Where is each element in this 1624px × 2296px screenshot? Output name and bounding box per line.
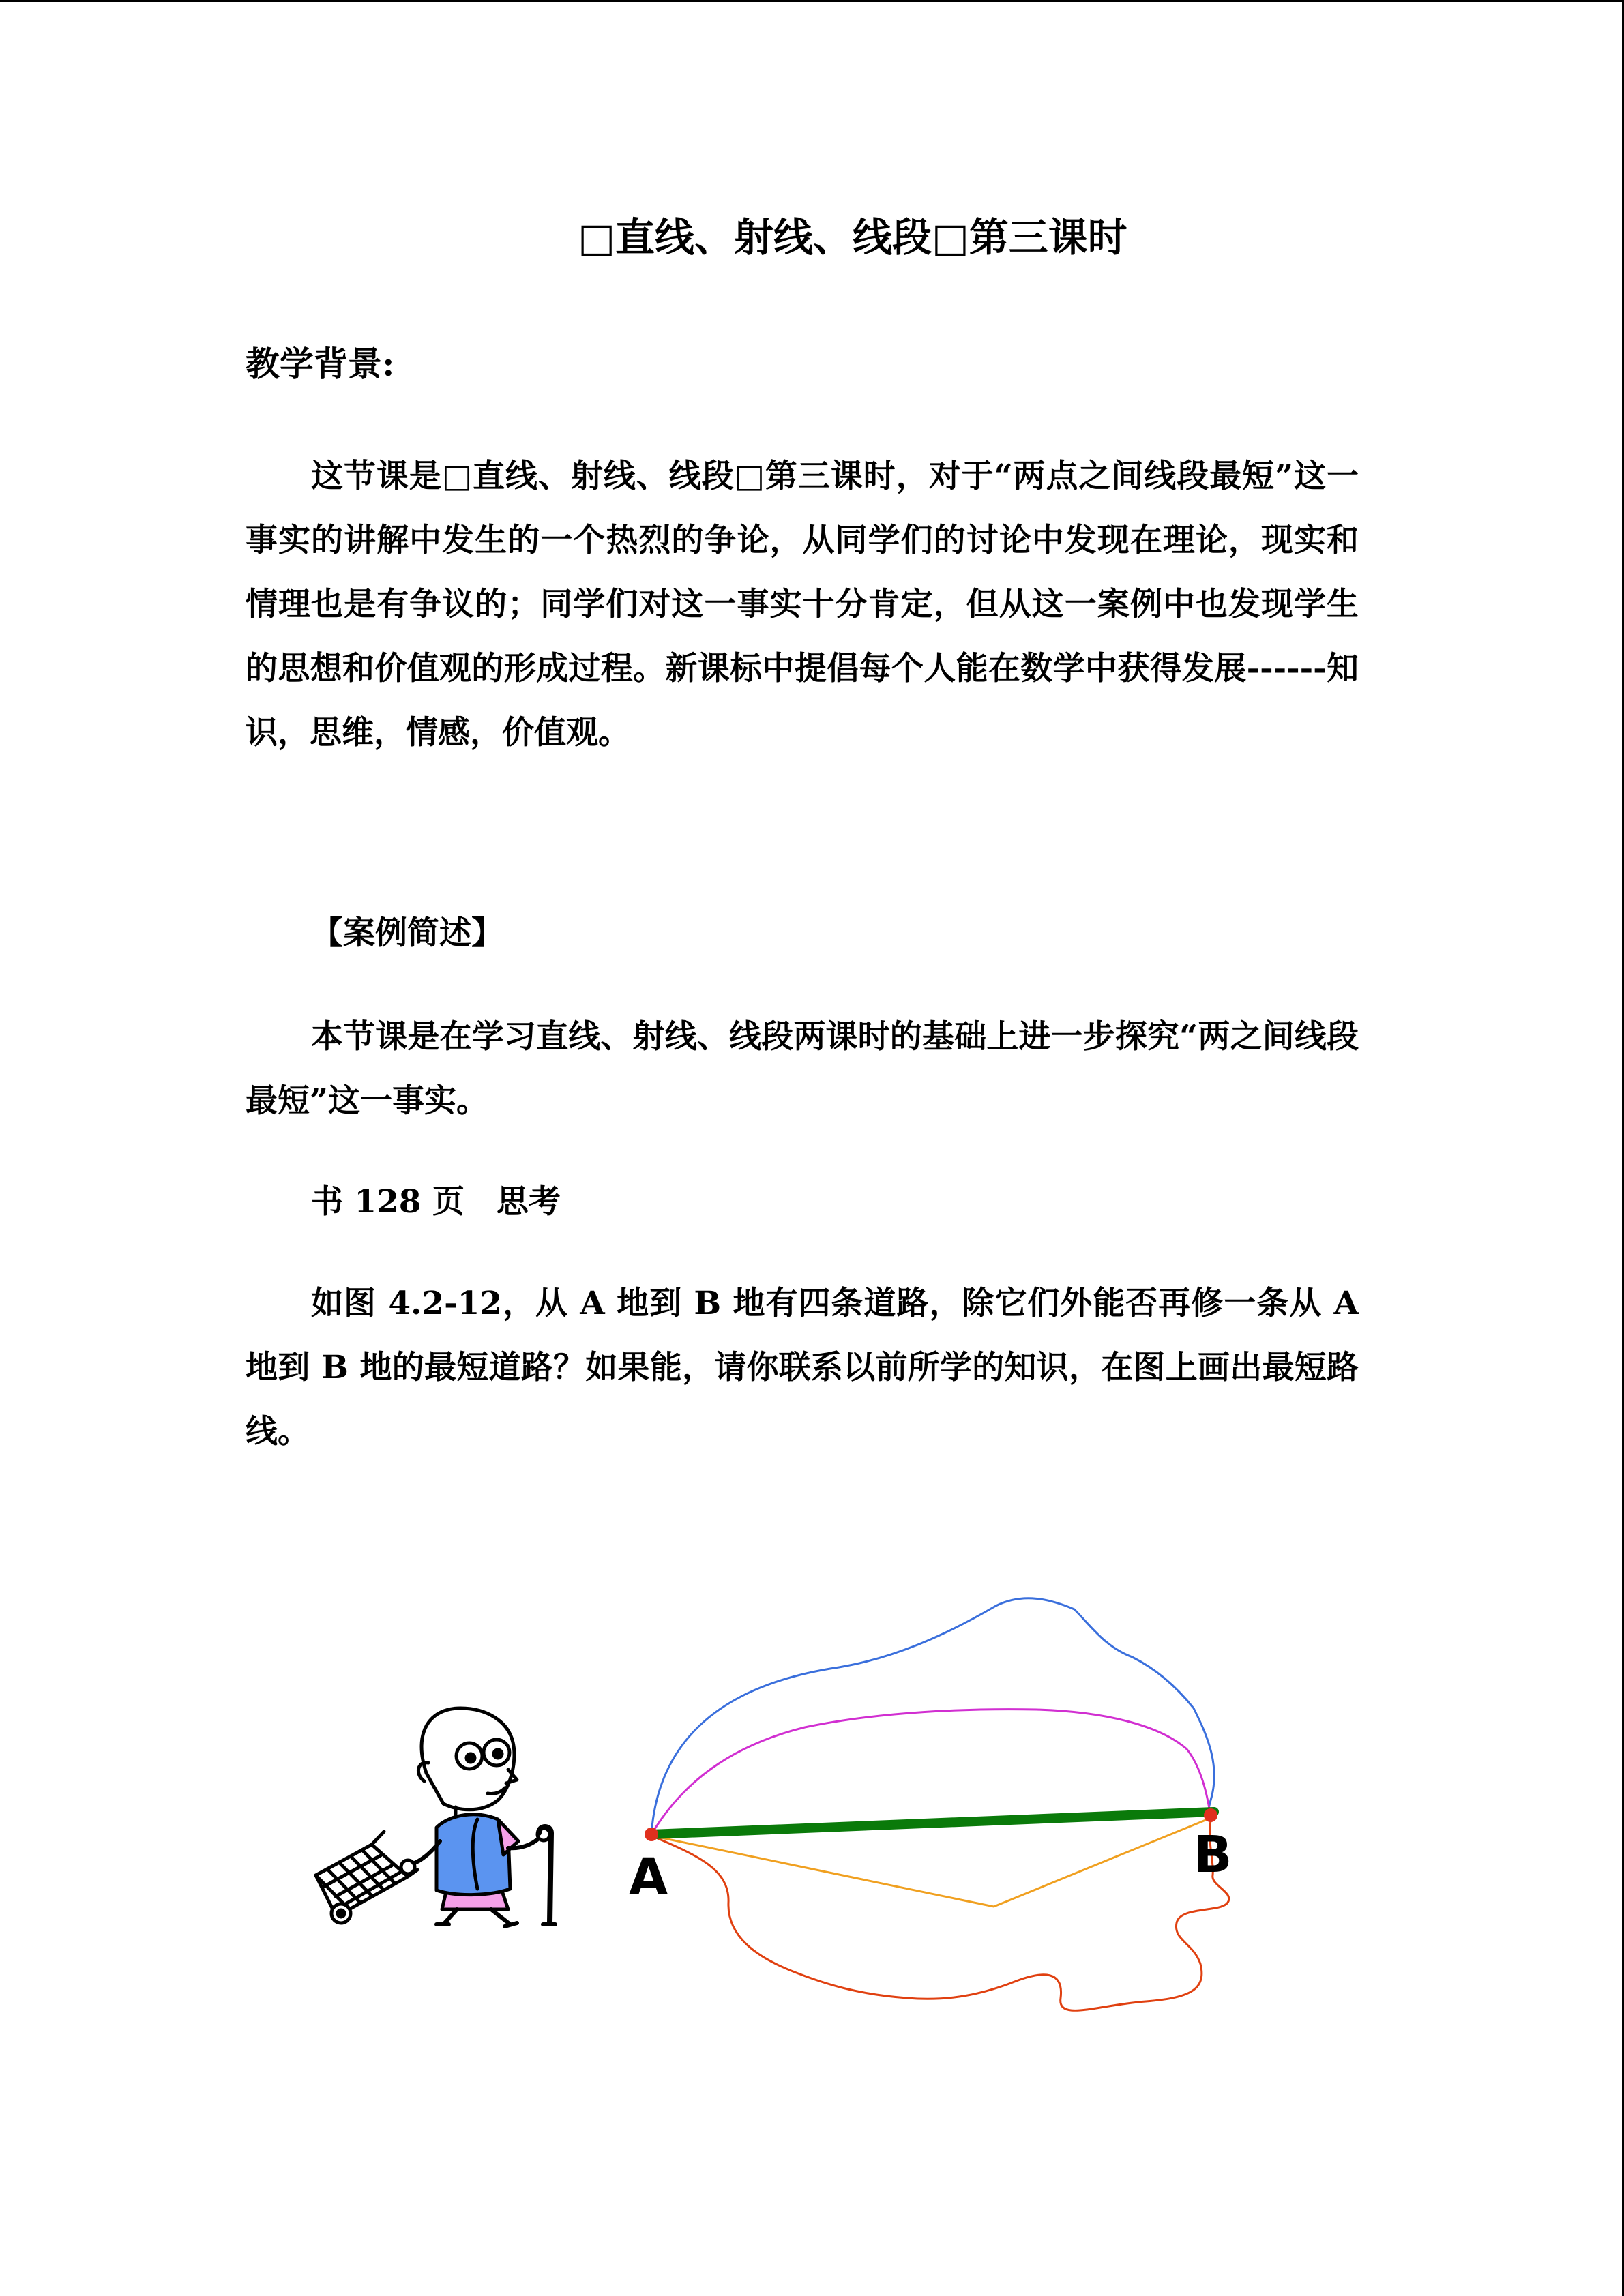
point-a-label: A xyxy=(629,1848,668,1907)
point-a-marker xyxy=(645,1828,658,1841)
question-paragraph: 如图 4.2-12，从 A 地到 B 地有四条道路，除它们外能否再修一条从 A 地到 B 地的最短道路？如果能，请你联系以前所学的知识，在图上画出最短路线。 xyxy=(246,1285,1359,1450)
route-blue xyxy=(651,1598,1214,1834)
case-paragraph: 本节课是在学习直线、射线、线段两课时的基础上进一步探究“两之间线段最短”这一事实。 xyxy=(246,1018,1359,1120)
case-heading: 【案例简述】 xyxy=(311,914,503,952)
elderly-person-with-cart-icon xyxy=(316,1708,555,1926)
background-paragraph: 这节课是□直线、射线、线段□第三课时，对于“两点之间线段最短”这一事实的讲解中发生的一个热烈的争论，从同学们的讨论中发现在理论，现实和情理也是有争议的；同学们对这一事实十分肯定，但从这一案例中也发现学生的思想和价值观的形成过程。新课标中提倡每个人能在数学中获得发展------知识，思维，情感，价值观。 xyxy=(246,458,1359,751)
background-heading: 教学背景: xyxy=(246,344,395,384)
routes xyxy=(651,1598,1229,2011)
book-reference: 书 128 页 思考 xyxy=(311,1183,561,1221)
document-title: □直线、射线、线段□第三课时 xyxy=(578,214,1127,260)
point-b-label: B xyxy=(1194,1825,1232,1884)
point-b-marker xyxy=(1204,1808,1217,1822)
route-straight-shortest xyxy=(651,1812,1214,1834)
route-red xyxy=(651,1821,1229,2010)
